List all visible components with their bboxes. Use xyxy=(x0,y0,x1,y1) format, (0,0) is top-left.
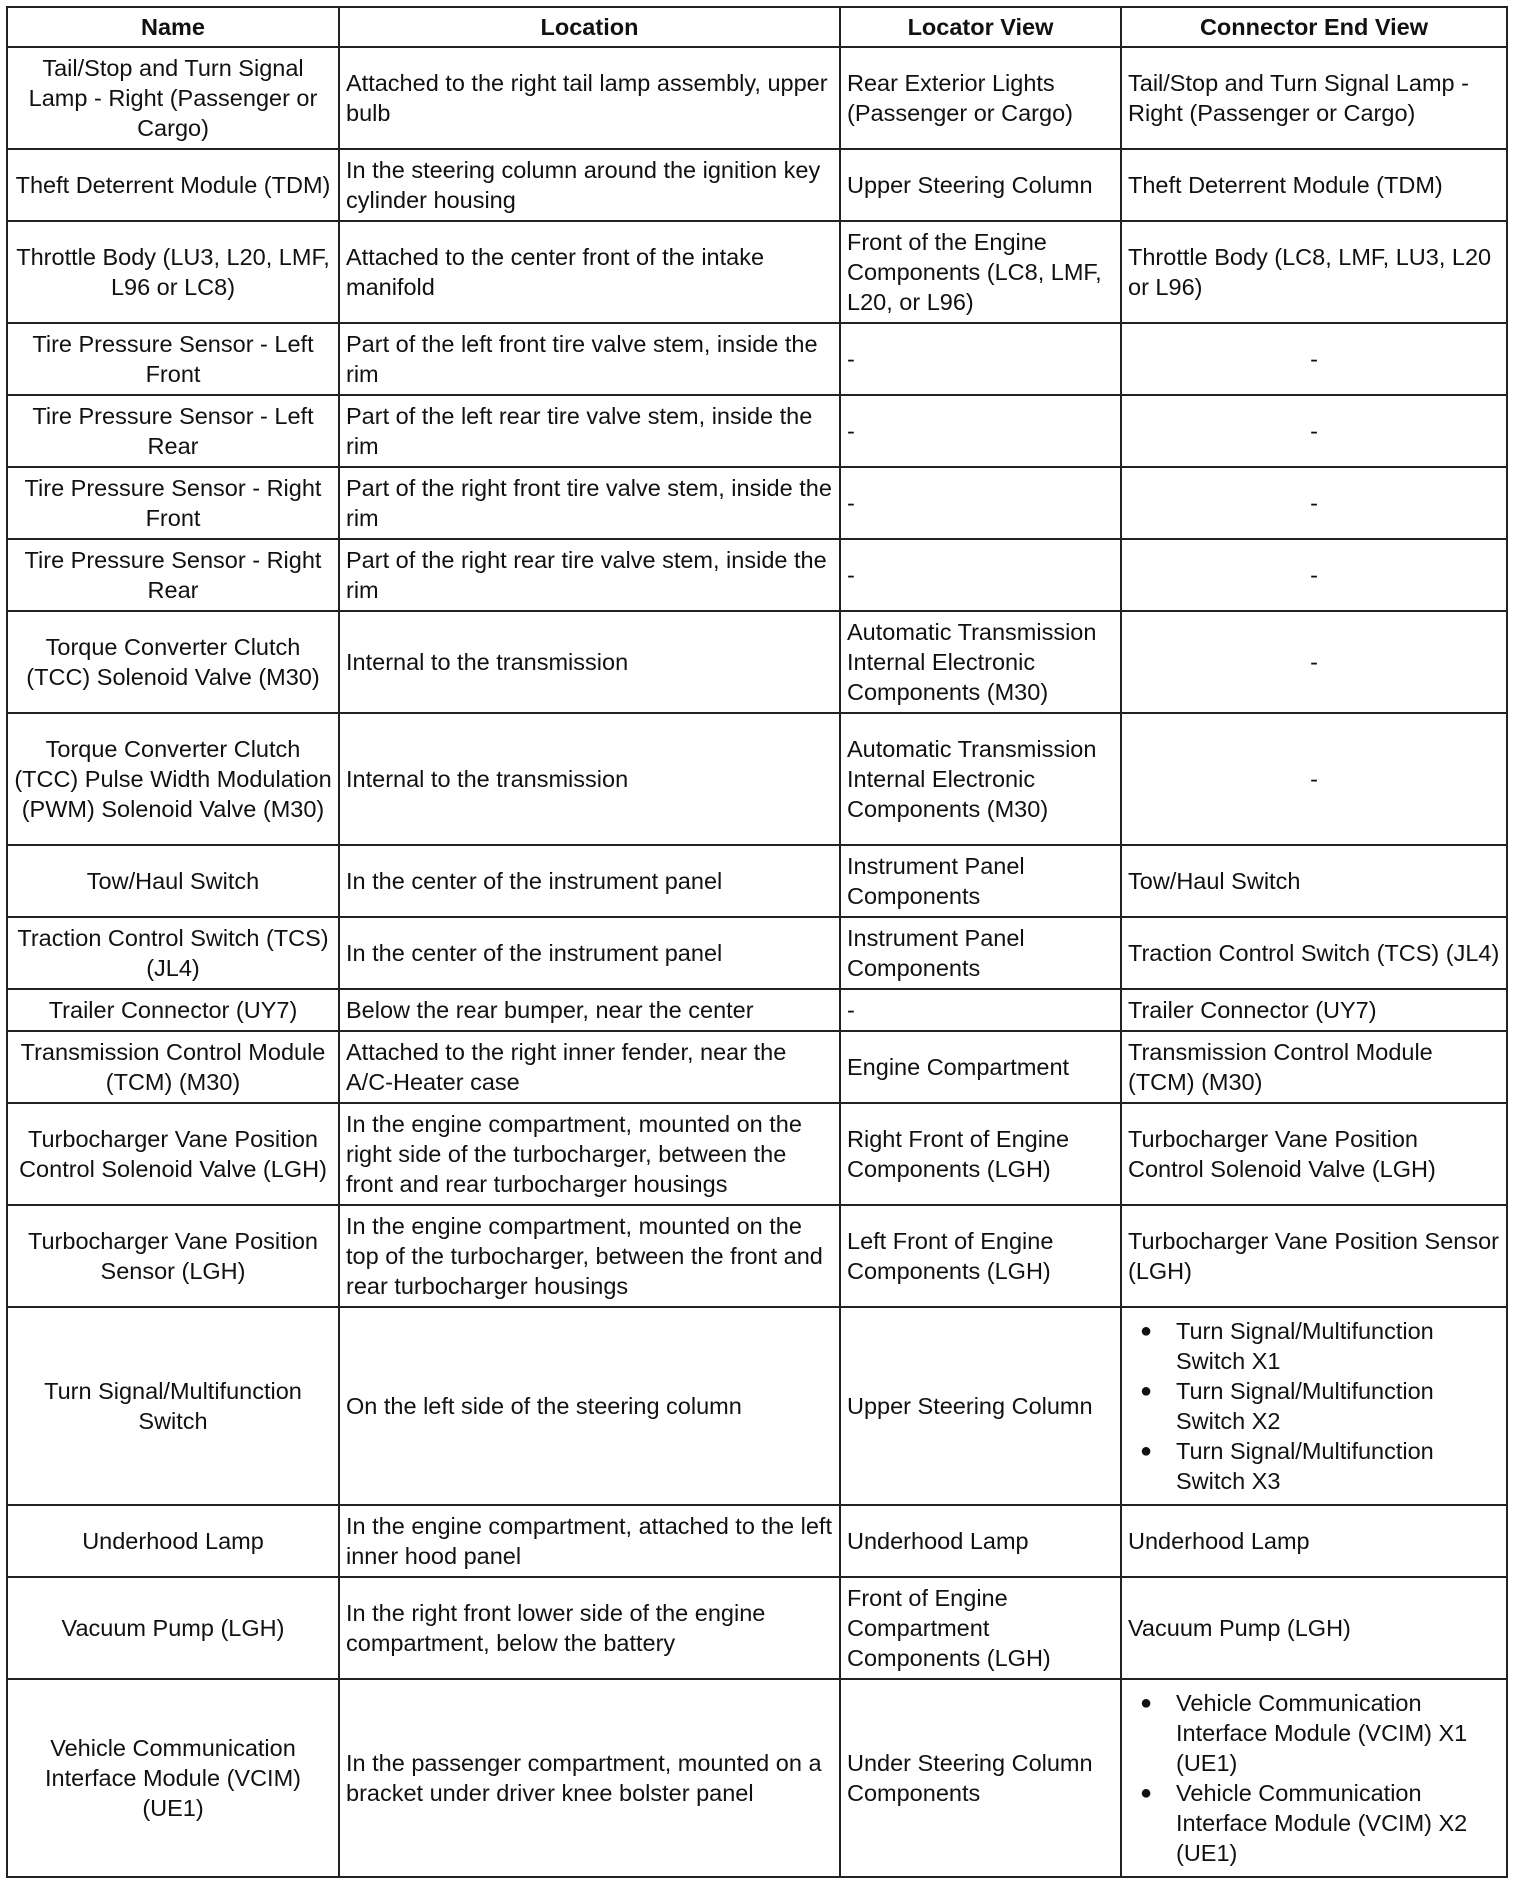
cell-location: In the engine compartment, attached to the left inner hood panel xyxy=(339,1505,840,1577)
column-header-name: Name xyxy=(7,7,339,47)
table-row xyxy=(7,323,1507,395)
table-row xyxy=(7,917,1507,989)
table-row xyxy=(7,1205,1507,1307)
table-row xyxy=(7,1505,1507,1577)
cell-location: In the engine compartment, mounted on the top of the turbocharger, between the front and rear turbocharger housings xyxy=(339,1205,840,1307)
cell-connector-end-view: Turbocharger Vane Position Sensor (LGH) xyxy=(1121,1205,1507,1307)
cell-connector-end-view: - xyxy=(1121,539,1507,611)
cell-connector-end-view: Theft Deterrent Module (TDM) xyxy=(1121,149,1507,221)
cell-connector-end-view: Traction Control Switch (TCS) (JL4) xyxy=(1121,917,1507,989)
connector-list-item: ● Turn Signal/Multifunction Switch X3 xyxy=(1176,1436,1500,1496)
cell-connector-end-view xyxy=(1121,1307,1507,1505)
table-row xyxy=(7,1307,1507,1505)
cell-name: Tire Pressure Sensor - Right Front xyxy=(7,467,339,539)
cell-name: Transmission Control Module (TCM) (M30) xyxy=(7,1031,339,1103)
cell-locator-view: Underhood Lamp xyxy=(840,1505,1121,1577)
cell-location: Below the rear bumper, near the center xyxy=(339,989,840,1031)
cell-locator-view: Front of the Engine Components (LC8, LMF, L20, or L96) xyxy=(840,221,1121,323)
cell-connector-end-view: - xyxy=(1121,395,1507,467)
cell-locator-view: - xyxy=(840,467,1121,539)
cell-location: Attached to the right tail lamp assembly, upper bulb xyxy=(339,47,840,149)
cell-location: In the right front lower side of the engine compartment, below the battery xyxy=(339,1577,840,1679)
cell-locator-view: Right Front of Engine Components (LGH) xyxy=(840,1103,1121,1205)
cell-name: Throttle Body (LU3, L20, LMF, L96 or LC8) xyxy=(7,221,339,323)
cell-name: Traction Control Switch (TCS) (JL4) xyxy=(7,917,339,989)
table-row xyxy=(7,845,1507,917)
cell-connector-end-view: Transmission Control Module (TCM) (M30) xyxy=(1121,1031,1507,1103)
cell-connector-end-view: - xyxy=(1121,713,1507,845)
cell-location: Internal to the transmission xyxy=(339,611,840,713)
cell-name: Theft Deterrent Module (TDM) xyxy=(7,149,339,221)
cell-connector-end-view: Tail/Stop and Turn Signal Lamp - Right (Passenger or Cargo) xyxy=(1121,47,1507,149)
table-row xyxy=(7,1031,1507,1103)
cell-connector-end-view xyxy=(1121,1679,1507,1877)
cell-name: Torque Converter Clutch (TCC) Pulse Width Modulation (PWM) Solenoid Valve (M30) xyxy=(7,713,339,845)
connector-list-item: ● Turn Signal/Multifunction Switch X1 xyxy=(1176,1316,1500,1376)
cell-location: Attached to the center front of the intake manifold xyxy=(339,221,840,323)
cell-connector-end-view: Trailer Connector (UY7) xyxy=(1121,989,1507,1031)
table-row xyxy=(7,1577,1507,1679)
table-row xyxy=(7,395,1507,467)
cell-name: Tail/Stop and Turn Signal Lamp - Right (Passenger or Cargo) xyxy=(7,47,339,149)
cell-name: Turn Signal/Multifunction Switch xyxy=(7,1307,339,1505)
table-row xyxy=(7,467,1507,539)
cell-locator-view: - xyxy=(840,539,1121,611)
table-row xyxy=(7,611,1507,713)
cell-location: Attached to the right inner fender, near the A/C-Heater case xyxy=(339,1031,840,1103)
cell-connector-end-view: - xyxy=(1121,611,1507,713)
cell-name: Underhood Lamp xyxy=(7,1505,339,1577)
component-locator-table-wrapper xyxy=(6,6,1506,1878)
cell-name: Tire Pressure Sensor - Right Rear xyxy=(7,539,339,611)
cell-location: In the passenger compartment, mounted on a bracket under driver knee bolster panel xyxy=(339,1679,840,1877)
connector-list-item: ● Vehicle Communication Interface Module (VCIM) X2 (UE1) xyxy=(1176,1778,1500,1868)
cell-connector-end-view: Turbocharger Vane Position Control Solenoid Valve (LGH) xyxy=(1121,1103,1507,1205)
cell-name: Tire Pressure Sensor - Left Front xyxy=(7,323,339,395)
table-row xyxy=(7,539,1507,611)
table-body xyxy=(7,47,1507,1877)
cell-location: In the engine compartment, mounted on the right side of the turbocharger, between the front and rear turbocharger housings xyxy=(339,1103,840,1205)
cell-connector-end-view: Throttle Body (LC8, LMF, LU3, L20 or L96) xyxy=(1121,221,1507,323)
cell-locator-view: Engine Compartment xyxy=(840,1031,1121,1103)
header-row xyxy=(7,7,1507,47)
cell-name: Tow/Haul Switch xyxy=(7,845,339,917)
cell-location: Part of the right rear tire valve stem, inside the rim xyxy=(339,539,840,611)
cell-locator-view: Automatic Transmission Internal Electronic Components (M30) xyxy=(840,611,1121,713)
cell-location: In the center of the instrument panel xyxy=(339,917,840,989)
component-locator-table xyxy=(6,6,1508,1878)
connector-list xyxy=(1128,1316,1500,1496)
column-header-connector-end-view: Connector End View xyxy=(1121,7,1507,47)
cell-connector-end-view: Underhood Lamp xyxy=(1121,1505,1507,1577)
cell-locator-view: - xyxy=(840,323,1121,395)
cell-location: In the center of the instrument panel xyxy=(339,845,840,917)
cell-location: Part of the right front tire valve stem, inside the rim xyxy=(339,467,840,539)
cell-locator-view: Instrument Panel Components xyxy=(840,845,1121,917)
cell-location: In the steering column around the ignition key cylinder housing xyxy=(339,149,840,221)
cell-locator-view: Instrument Panel Components xyxy=(840,917,1121,989)
cell-locator-view: Upper Steering Column xyxy=(840,149,1121,221)
cell-locator-view: - xyxy=(840,395,1121,467)
cell-locator-view: Rear Exterior Lights (Passenger or Cargo) xyxy=(840,47,1121,149)
cell-connector-end-view: Vacuum Pump (LGH) xyxy=(1121,1577,1507,1679)
cell-locator-view: Left Front of Engine Components (LGH) xyxy=(840,1205,1121,1307)
cell-locator-view: Automatic Transmission Internal Electronic Components (M30) xyxy=(840,713,1121,845)
cell-location: Internal to the transmission xyxy=(339,713,840,845)
cell-locator-view: Upper Steering Column xyxy=(840,1307,1121,1505)
cell-locator-view: Under Steering Column Components xyxy=(840,1679,1121,1877)
table-row xyxy=(7,47,1507,149)
cell-name: Tire Pressure Sensor - Left Rear xyxy=(7,395,339,467)
cell-name: Torque Converter Clutch (TCC) Solenoid Valve (M30) xyxy=(7,611,339,713)
cell-connector-end-view: Tow/Haul Switch xyxy=(1121,845,1507,917)
cell-connector-end-view: - xyxy=(1121,467,1507,539)
cell-locator-view: Front of Engine Compartment Components (LGH) xyxy=(840,1577,1121,1679)
table-row xyxy=(7,1679,1507,1877)
connector-list xyxy=(1128,1688,1500,1868)
table-row xyxy=(7,221,1507,323)
cell-connector-end-view: - xyxy=(1121,323,1507,395)
column-header-locator-view: Locator View xyxy=(840,7,1121,47)
table-row xyxy=(7,149,1507,221)
table-row xyxy=(7,1103,1507,1205)
table-row xyxy=(7,713,1507,845)
cell-name: Trailer Connector (UY7) xyxy=(7,989,339,1031)
cell-name: Vacuum Pump (LGH) xyxy=(7,1577,339,1679)
cell-name: Turbocharger Vane Position Sensor (LGH) xyxy=(7,1205,339,1307)
table-row xyxy=(7,989,1507,1031)
cell-location: Part of the left front tire valve stem, inside the rim xyxy=(339,323,840,395)
cell-name: Vehicle Communication Interface Module (VCIM) (UE1) xyxy=(7,1679,339,1877)
cell-locator-view: - xyxy=(840,989,1121,1031)
cell-name: Turbocharger Vane Position Control Solenoid Valve (LGH) xyxy=(7,1103,339,1205)
cell-location: Part of the left rear tire valve stem, inside the rim xyxy=(339,395,840,467)
cell-location: On the left side of the steering column xyxy=(339,1307,840,1505)
column-header-location: Location xyxy=(339,7,840,47)
connector-list-item: ● Turn Signal/Multifunction Switch X2 xyxy=(1176,1376,1500,1436)
connector-list-item: ● Vehicle Communication Interface Module (VCIM) X1 (UE1) xyxy=(1176,1688,1500,1778)
